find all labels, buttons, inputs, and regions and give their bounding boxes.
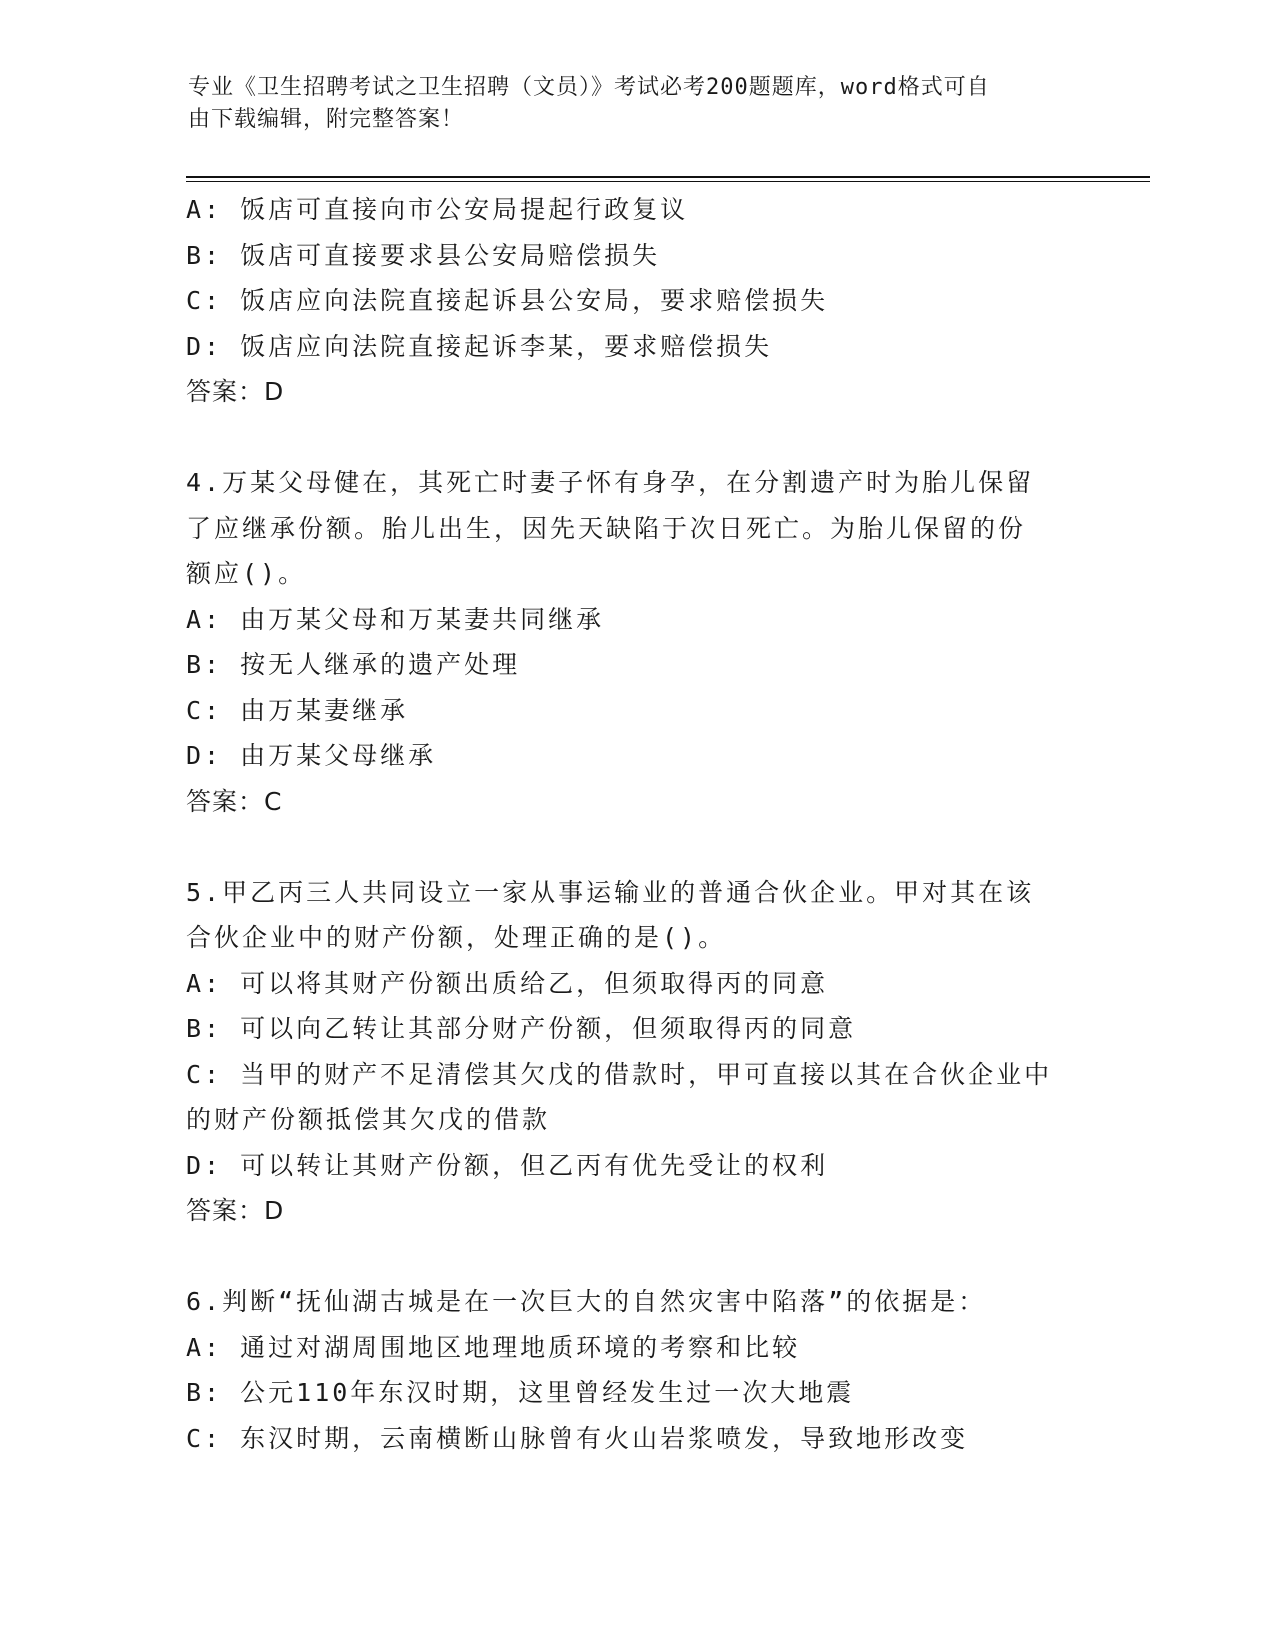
- option-d: D: 由万某父母继承: [186, 741, 437, 770]
- option-b: B: 公元110年东汉时期，这里曾经发生过一次大地震: [186, 1378, 855, 1407]
- option-c-continued: 的财产份额抵偿其欠戊的借款: [186, 1105, 551, 1134]
- answer: 答案：D: [186, 377, 285, 406]
- question-4: [186, 460, 1086, 824]
- question-stem: 合伙企业中的财产份额，处理正确的是()。: [186, 923, 727, 952]
- option-a: A: 通过对湖周围地区地理地质环境的考察和比较: [186, 1332, 801, 1362]
- question-stem: 了应继承份额。胎儿出生，因先天缺陷于次日死亡。为胎儿保留的份: [186, 513, 1027, 543]
- option-a: A: 可以将其财产份额出质给乙，但须取得丙的同意: [186, 968, 829, 998]
- answer: 答案：C: [186, 786, 283, 816]
- question-spacer: [186, 1234, 1086, 1280]
- question-stem: 额应()。: [186, 559, 307, 588]
- option-c: C: 由万某妻继承: [186, 695, 409, 725]
- option-d: D: 饭店应向法院直接起诉李某，要求赔偿损失: [186, 331, 773, 361]
- option-b: B: 饭店可直接要求县公安局赔偿损失: [186, 240, 661, 270]
- option-c: C: 饭店应向法院直接起诉县公安局，要求赔偿损失: [186, 286, 829, 315]
- question-6: [186, 1279, 1086, 1461]
- answer: 答案：D: [186, 1196, 285, 1225]
- question-spacer: [186, 415, 1086, 461]
- header-line-2: 由下载编辑，附完整答案！: [188, 107, 465, 132]
- option-c: C: 东汉时期，云南横断山脉曾有火山岩浆喷发，导致地形改变: [186, 1423, 969, 1453]
- question-stem: 5.甲乙丙三人共同设立一家从事运输业的普通合伙企业。甲对其在该: [186, 877, 1035, 907]
- question-stem: 6.判断“抚仙湖古城是在一次巨大的自然灾害中陷落”的依据是：: [186, 1287, 987, 1316]
- question-list: [186, 187, 1086, 1461]
- header-divider-thin: [186, 181, 1150, 182]
- option-b: B: 按无人继承的遗产处理: [186, 650, 521, 679]
- option-d: D: 可以转让其财产份额，但乙丙有优先受让的权利: [186, 1150, 829, 1180]
- option-b: B: 可以向乙转让其部分财产份额，但须取得丙的同意: [186, 1014, 857, 1043]
- header-line-1: 专业《卫生招聘考试之卫生招聘（文员）》考试必考200题题库，word格式可自: [188, 75, 990, 100]
- question-5: [186, 870, 1086, 1234]
- question-stem: 4.万某父母健在，其死亡时妻子怀有身孕，在分割遗产时为胎儿保留: [186, 468, 1035, 497]
- header-divider-thick: [186, 176, 1150, 178]
- question-spacer: [186, 824, 1086, 870]
- option-a: A: 由万某父母和万某妻共同继承: [186, 604, 605, 634]
- question-3: [186, 187, 1086, 415]
- option-c: C: 当甲的财产不足清偿其欠戊的借款时，甲可直接以其在合伙企业中: [186, 1059, 1053, 1089]
- option-a: A: 饭店可直接向市公安局提起行政复议: [186, 195, 689, 224]
- document-header: [188, 72, 1068, 136]
